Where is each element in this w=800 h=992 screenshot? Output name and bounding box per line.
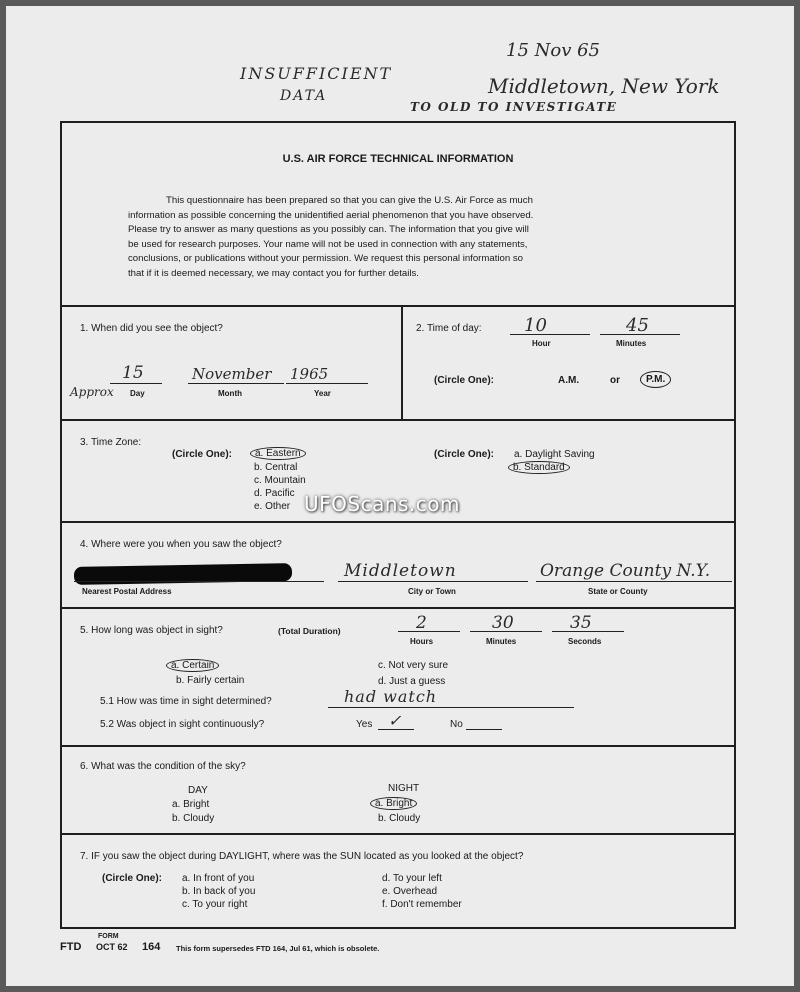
q4-state-value[interactable]: Orange County N.Y. bbox=[540, 561, 711, 581]
q2-hour-line bbox=[510, 334, 590, 335]
q5-seconds-label: Seconds bbox=[568, 637, 602, 646]
q1-month-value[interactable]: November bbox=[192, 365, 272, 383]
section-duration bbox=[62, 607, 734, 745]
q6-night-heading: NIGHT bbox=[388, 783, 420, 794]
intro-line: information as possible concerning the unidentified aerial phenomenon that you have observed. bbox=[128, 209, 534, 221]
section-date-time bbox=[62, 305, 734, 419]
q3-circle-one-a: (Circle One): bbox=[172, 449, 233, 460]
footer-date: OCT 62 bbox=[96, 942, 128, 952]
intro-paragraph bbox=[128, 194, 668, 281]
section-sky bbox=[62, 745, 734, 833]
form-title: U.S. AIR FORCE TECHNICAL INFORMATION bbox=[282, 153, 514, 165]
annotation-date: 15 Nov 65 bbox=[506, 40, 601, 61]
q7-option-right[interactable]: c. To your right bbox=[182, 899, 248, 910]
q1-month-line bbox=[188, 383, 284, 384]
q5-label: 5. How long was object in sight? bbox=[80, 625, 223, 636]
q2-minutes-value[interactable]: 45 bbox=[626, 315, 649, 336]
q4-state-line bbox=[536, 581, 732, 582]
q1-month-label: Month bbox=[218, 389, 242, 398]
q7-option-left[interactable]: d. To your left bbox=[382, 873, 442, 884]
q6-night-cloudy[interactable]: b. Cloudy bbox=[378, 813, 421, 824]
q7-label: 7. IF you saw the object during DAYLIGHT, where was the SUN located as you looked at the object? bbox=[80, 851, 524, 862]
q2-circle-one: (Circle One): bbox=[434, 375, 495, 386]
q7-circle-one: (Circle One): bbox=[102, 873, 163, 884]
divider bbox=[401, 307, 403, 419]
q1-approx: Approx bbox=[70, 385, 114, 399]
q5-option-certain-circled[interactable]: a. Certain bbox=[166, 659, 219, 672]
q2-pm-circled[interactable]: P.M. bbox=[640, 371, 671, 388]
annotation-insufficient: INSUFFICIENT bbox=[240, 64, 393, 83]
q4-address-label: Nearest Postal Address bbox=[82, 587, 172, 596]
q3-standard-circled[interactable]: b. Standard bbox=[508, 461, 570, 474]
q2-hour-label: Hour bbox=[532, 339, 551, 348]
q4-city-value[interactable]: Middletown bbox=[344, 561, 457, 581]
q6-day-cloudy[interactable]: b. Cloudy bbox=[172, 813, 215, 824]
footer-supersedes: This form supersedes FTD 164, Jul 61, which is obsolete. bbox=[176, 944, 380, 953]
q1-day-value[interactable]: 15 bbox=[122, 363, 144, 383]
q3-label: 3. Time Zone: bbox=[80, 437, 142, 448]
q5-seconds-value[interactable]: 35 bbox=[570, 613, 592, 633]
q3-zone-other[interactable]: e. Other bbox=[254, 501, 291, 512]
q1-day-line bbox=[110, 383, 162, 384]
annotation-data: DATA bbox=[280, 88, 328, 104]
q5-hours-value[interactable]: 2 bbox=[416, 613, 427, 633]
intro-line: that if it is deemed necessary, we may contact you for further details. bbox=[128, 267, 419, 279]
q5-1-label: 5.1 How was time in sight determined? bbox=[100, 696, 272, 707]
q3-daylight-saving[interactable]: a. Daylight Saving bbox=[514, 449, 595, 460]
q1-label: 1. When did you see the object? bbox=[80, 323, 223, 334]
questionnaire-form bbox=[60, 121, 736, 929]
annotation-location: Middletown, New York bbox=[488, 74, 720, 98]
q1-year-line bbox=[286, 383, 368, 384]
q2-or: or bbox=[610, 375, 620, 386]
intro-line: be used for research purposes. Your name will not be used in connection with any statements, bbox=[128, 238, 528, 250]
q2-minutes-label: Minutes bbox=[616, 339, 647, 348]
q5-2-yes-checkmark: ✓ bbox=[388, 711, 402, 730]
q3-zone-eastern[interactable]: a. Eastern bbox=[250, 447, 306, 460]
q5-2-no-line bbox=[466, 729, 502, 730]
intro-line: conclusions, or publications without your permission. We request this personal information so bbox=[128, 253, 523, 264]
q5-1-value[interactable]: had watch bbox=[344, 687, 438, 706]
q4-state-label: State or County bbox=[588, 587, 648, 596]
footer-form-label: FORM bbox=[98, 933, 119, 940]
q5-hours-line bbox=[398, 631, 460, 632]
q2-hour-value[interactable]: 10 bbox=[524, 315, 547, 336]
q5-total-duration: (Total Duration) bbox=[278, 626, 341, 636]
q5-2-no[interactable]: No bbox=[450, 719, 463, 730]
q5-hours-label: Hours bbox=[410, 637, 434, 646]
q6-night-bright-circled[interactable]: a. Bright bbox=[370, 797, 417, 810]
q3-circle-one-b: (Circle One): bbox=[434, 449, 495, 460]
q5-seconds-line bbox=[552, 631, 624, 632]
q5-minutes-value[interactable]: 30 bbox=[492, 613, 514, 633]
q3-zone-mountain[interactable]: c. Mountain bbox=[254, 475, 306, 486]
intro-line: Please try to answer as many questions as you possibly can. The information that you give will bbox=[128, 224, 529, 235]
q6-day-bright[interactable]: a. Bright bbox=[172, 799, 210, 810]
q4-label: 4. Where were you when you saw the object? bbox=[80, 539, 282, 550]
q2-minutes-line bbox=[600, 334, 680, 335]
annotation-too-old: TO OLD TO INVESTIGATE bbox=[410, 100, 618, 114]
q1-year-value[interactable]: 1965 bbox=[290, 365, 329, 383]
q5-minutes-line bbox=[470, 631, 542, 632]
q7-option-front[interactable]: a. In front of you bbox=[182, 873, 255, 884]
footer-ftd: FTD bbox=[60, 941, 82, 953]
q7-option-dont-remember[interactable]: f. Don't remember bbox=[382, 899, 462, 910]
q5-2-yes[interactable]: Yes bbox=[356, 719, 373, 730]
q3-zone-pacific[interactable]: d. Pacific bbox=[254, 488, 295, 499]
q1-year-label: Year bbox=[314, 389, 331, 398]
footer-form-number: 164 bbox=[142, 941, 161, 953]
q4-city-label: City or Town bbox=[408, 587, 456, 596]
q5-1-line bbox=[328, 707, 574, 708]
watermark: UFOScans.com bbox=[304, 492, 460, 516]
q2-am[interactable]: A.M. bbox=[558, 375, 580, 386]
q7-option-overhead[interactable]: e. Overhead bbox=[382, 886, 438, 897]
q3-zone-central[interactable]: b. Central bbox=[254, 462, 298, 473]
q7-option-back[interactable]: b. In back of you bbox=[182, 886, 256, 897]
intro-line: This questionnaire has been prepared so that you can give the U.S. Air Force as much bbox=[166, 195, 533, 206]
section-sun bbox=[62, 833, 734, 929]
q5-minutes-label: Minutes bbox=[486, 637, 517, 646]
q4-city-line bbox=[338, 581, 528, 582]
q6-day-heading: DAY bbox=[188, 785, 208, 796]
q4-address-line bbox=[74, 581, 324, 582]
q2-label: 2. Time of day: bbox=[416, 323, 482, 334]
q1-day-label: Day bbox=[130, 389, 145, 398]
q5-2-label: 5.2 Was object in sight continuously? bbox=[100, 719, 265, 730]
q5-option-just-a-guess[interactable]: d. Just a guess bbox=[378, 676, 446, 687]
q5-option-not-very-sure[interactable]: c. Not very sure bbox=[378, 660, 449, 671]
q6-label: 6. What was the condition of the sky? bbox=[80, 761, 246, 772]
section-location bbox=[62, 521, 734, 607]
q5-option-fairly-certain[interactable]: b. Fairly certain bbox=[176, 675, 245, 686]
